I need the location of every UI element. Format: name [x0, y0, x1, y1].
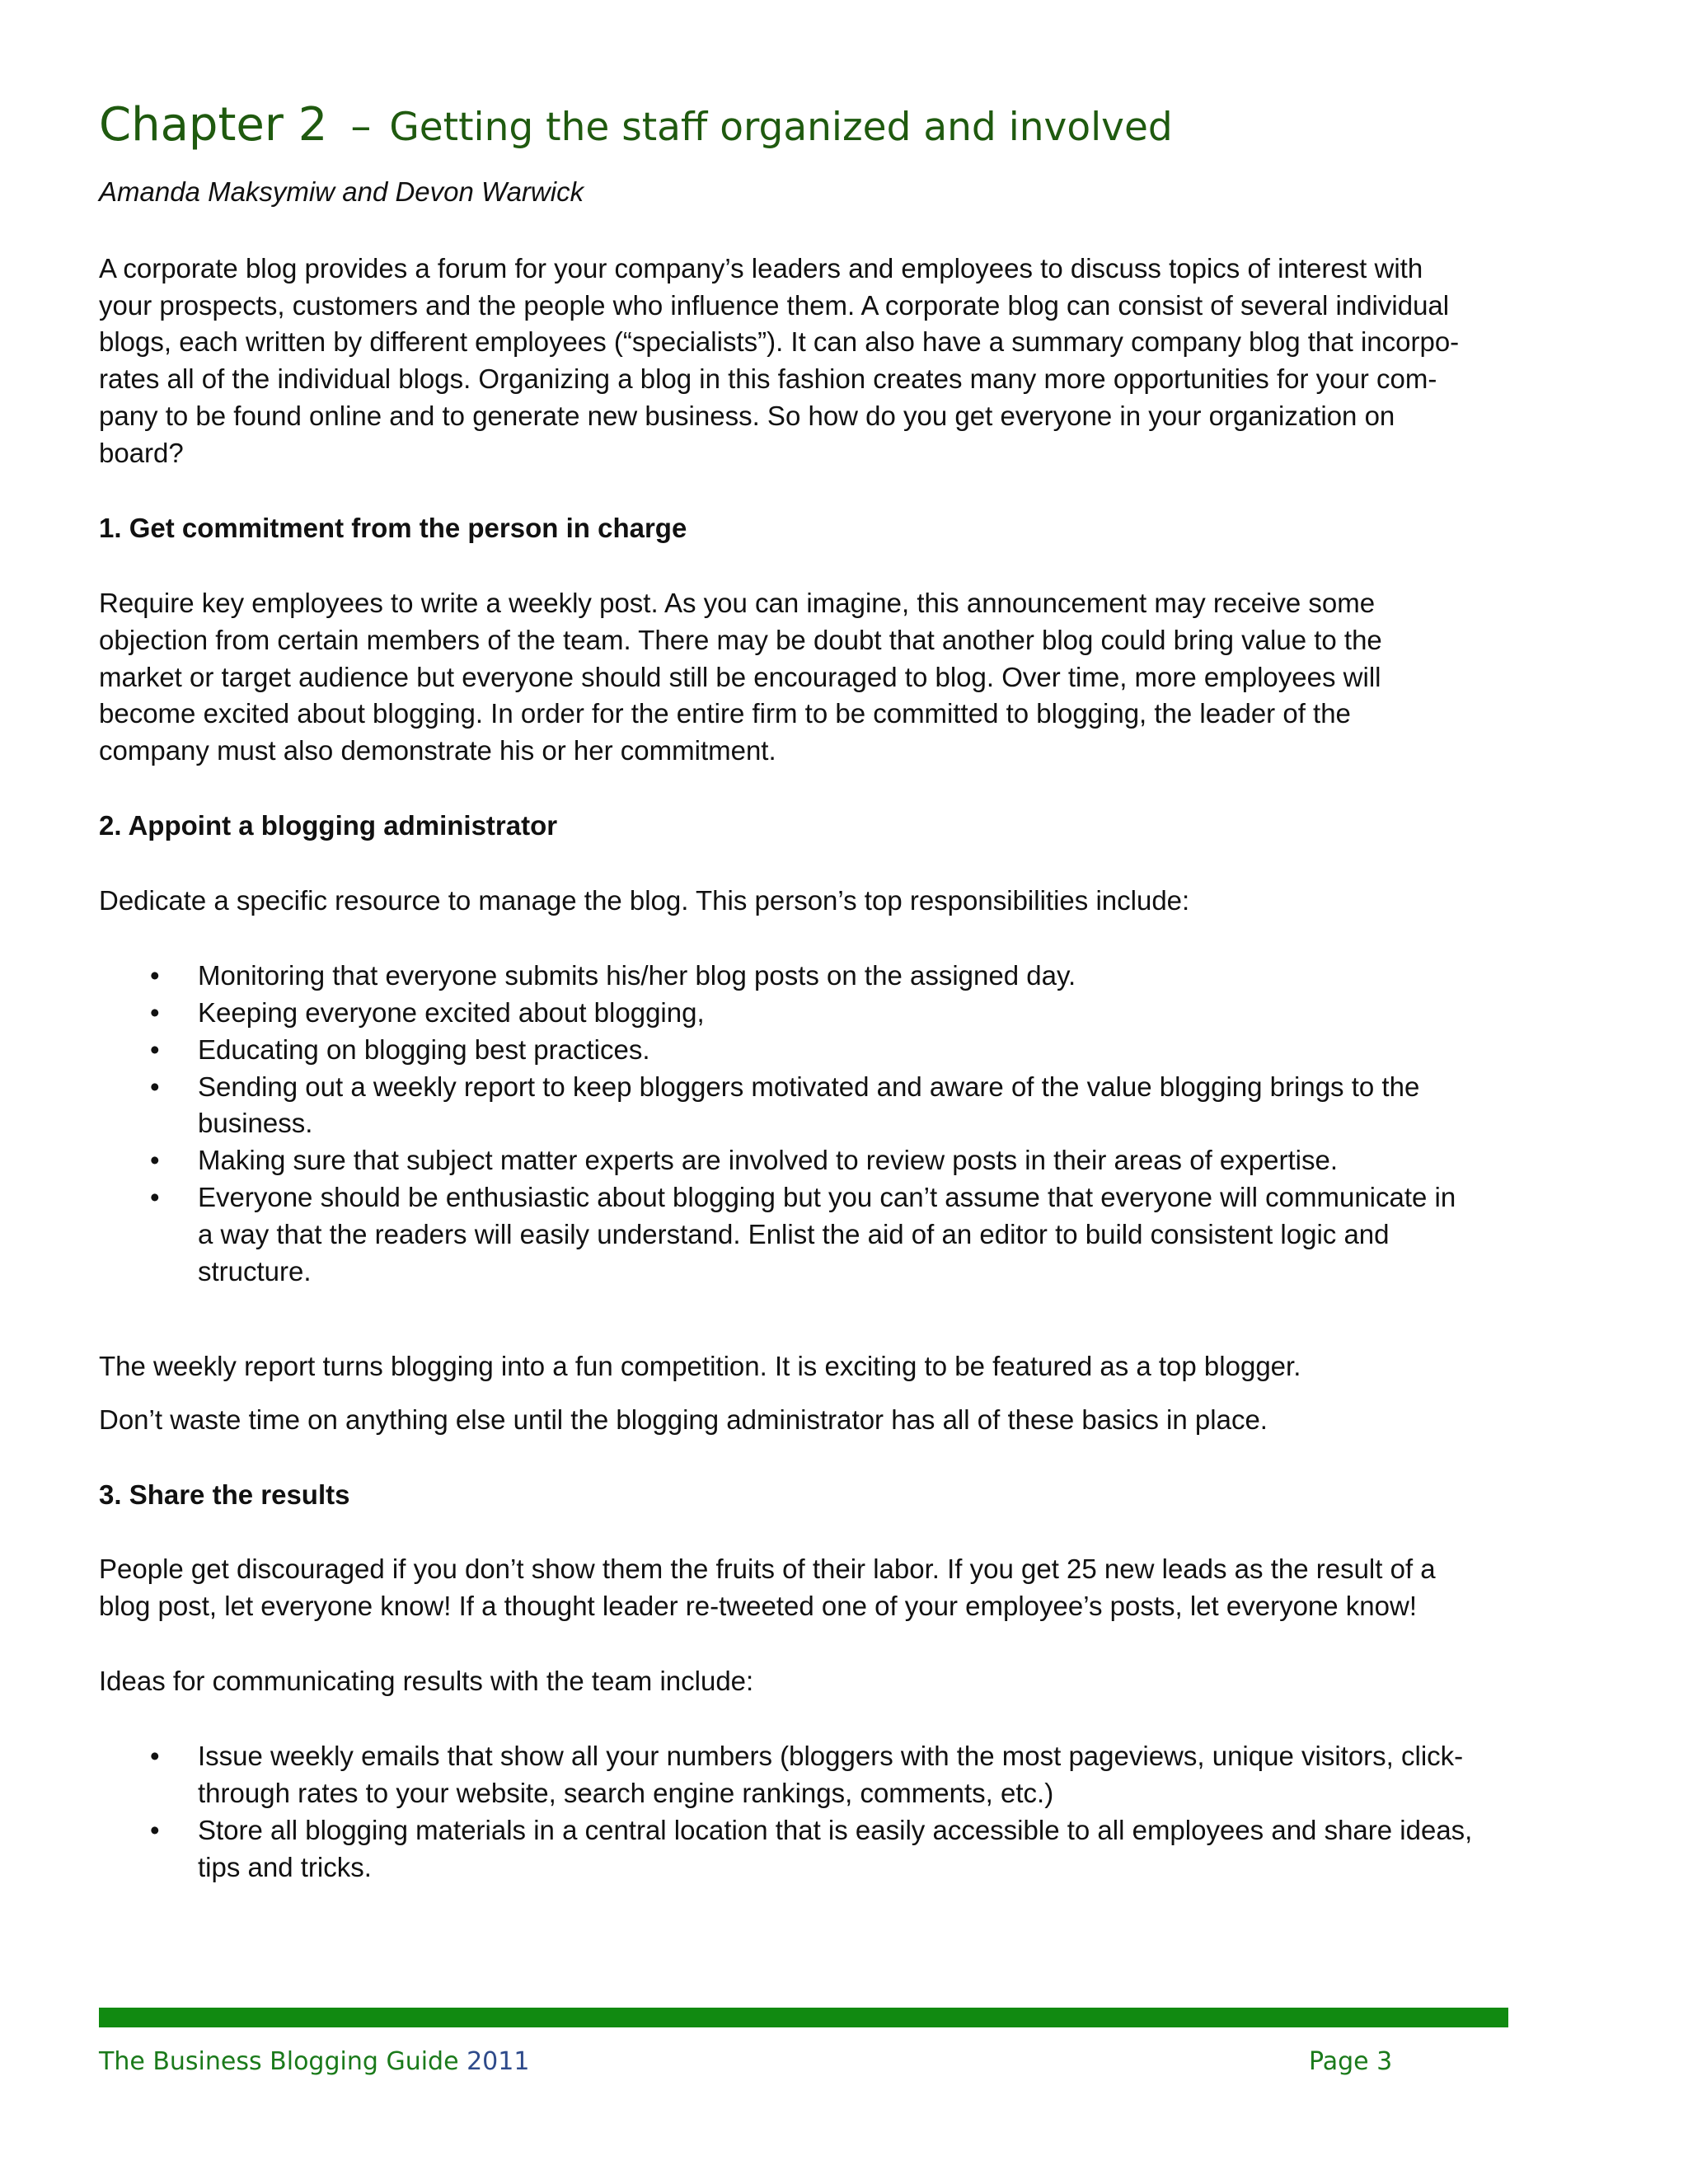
list-item-text: Issue weekly emails that show all your numbers (bloggers with the most pageviews, unique visitors, click- — [198, 1741, 1464, 1772]
intro-line: your prospects, customers and the people who influence them. A corporate blog can consist of several individual — [99, 289, 1450, 321]
list-item — [99, 1032, 1517, 1069]
weekly-report-paragraph: The weekly report turns blogging into a fun competition. It is exciting to be featured as a top blogger. — [99, 1350, 1301, 1381]
intro-line: pany to be found online and to generate new business. So how do you get everyone in your organization on — [99, 401, 1395, 432]
section-3-lead: Ideas for communicating results with the team include: — [99, 1666, 754, 1697]
page-content — [99, 97, 1517, 1886]
list-item-text: Sending out a weekly report to keep bloggers motivated and aware of the value blogging brings to the — [198, 1071, 1420, 1102]
list-item-text: Making sure that subject matter experts are involved to review posts in their areas of expertise. — [198, 1145, 1338, 1176]
list-item — [99, 995, 1517, 1032]
section-3-body — [99, 1551, 1517, 1625]
basics-paragraph: Don’t waste time on anything else until the blogging administrator has all of these basics in place. — [99, 1404, 1268, 1435]
section-1-heading: 1. Get commitment from the person in charge — [99, 512, 687, 543]
intro-line: board? — [99, 438, 184, 469]
list-item-text: structure. — [198, 1255, 312, 1286]
chapter-subtitle: Getting the staff organized and involved — [389, 105, 1173, 150]
responsibilities-list — [99, 958, 1517, 1291]
list-item — [99, 1142, 1517, 1179]
list-item-text: Store all blogging materials in a central location that is easily accessible to all employees and share ideas, — [198, 1814, 1473, 1845]
list-item — [99, 958, 1517, 995]
list-item-text: tips and tricks. — [198, 1851, 372, 1882]
section-2-lead: Dedicate a specific resource to manage the blog. This person’s top responsibilities include: — [99, 885, 1190, 916]
body-line: blog post, let everyone know! If a thought leader re-tweeted one of your employee’s posts, let everyone know! — [99, 1591, 1418, 1622]
list-item — [99, 1069, 1517, 1143]
body-line: objection from certain members of the team. There may be doubt that another blog could bring value to the — [99, 624, 1382, 655]
body-line: company must also demonstrate his or her commitment. — [99, 735, 776, 766]
list-item — [99, 1179, 1517, 1291]
footer-rule — [99, 2008, 1508, 2027]
footer-year: 2011 — [467, 2047, 530, 2076]
intro-line: A corporate blog provides a forum for your company’s leaders and employees to discuss topics of interest with — [99, 252, 1423, 284]
body-line: become excited about blogging. In order for the entire firm to be committed to blogging, the leader of the — [99, 698, 1351, 729]
intro-line: rates all of the individual blogs. Organizing a blog in this fashion creates many more opportunities for your com- — [99, 363, 1437, 395]
section-1-body — [99, 585, 1517, 770]
list-item-text: Monitoring that everyone submits his/her blog posts on the assigned day. — [198, 959, 1076, 991]
intro-paragraph — [99, 251, 1517, 472]
footer-guide-name: The Business Blogging Guide — [99, 2047, 459, 2076]
list-item — [99, 1738, 1517, 1812]
authors: Amanda Maksymiw and Devon Warwick — [99, 176, 584, 208]
list-item-text: business. — [198, 1108, 313, 1139]
list-item-text: Keeping everyone excited about blogging, — [198, 996, 705, 1028]
chapter-separator: – — [350, 102, 372, 150]
list-item-text: through rates to your website, search engine rankings, comments, etc.) — [198, 1777, 1054, 1808]
intro-line: blogs, each written by different employees (“specialists”). It can also have a summary company blog that incorpo- — [99, 326, 1460, 358]
body-line: People get discouraged if you don’t show them the fruits of their labor. If you get 25 new leads as the result of a — [99, 1554, 1436, 1585]
chapter-title — [99, 97, 1517, 152]
page-number: Page 3 — [1309, 2047, 1393, 2076]
list-item-text: Educating on blogging best practices. — [198, 1033, 650, 1065]
body-line: market or target audience but everyone should still be encouraged to blog. Over time, more employees will — [99, 661, 1381, 692]
ideas-list — [99, 1738, 1517, 1886]
list-item-text: Everyone should be enthusiastic about blogging but you can’t assume that everyone will communicate in — [198, 1182, 1456, 1213]
list-item-text: a way that the readers will easily understand. Enlist the aid of an editor to build consistent logic and — [198, 1219, 1390, 1250]
footer-guide-title — [99, 2047, 529, 2076]
chapter-label: Chapter 2 — [99, 98, 328, 152]
section-2-heading: 2. Appoint a blogging administrator — [99, 810, 558, 841]
list-item — [99, 1812, 1517, 1886]
body-line: Require key employees to write a weekly post. As you can imagine, this announcement may receive some — [99, 587, 1376, 618]
section-3-heading: 3. Share the results — [99, 1479, 350, 1510]
